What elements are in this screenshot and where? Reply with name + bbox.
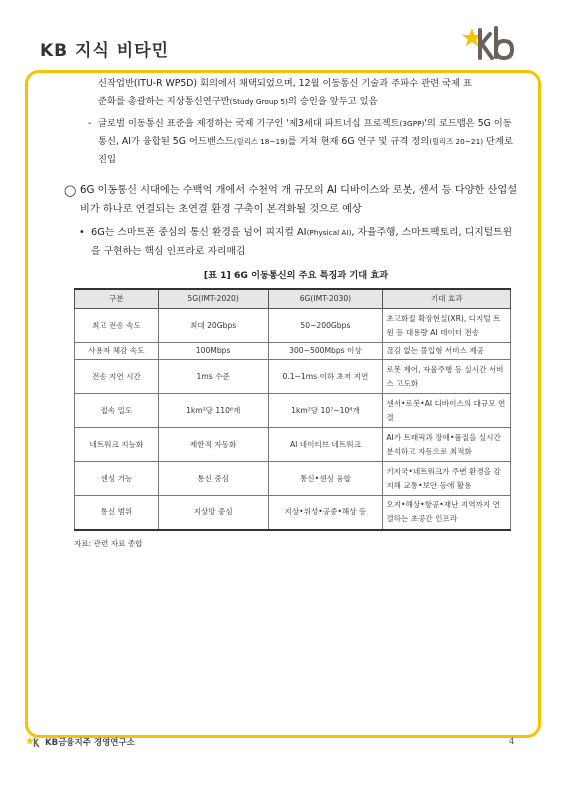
table-cell: AI가 트래픽과 장애•품질을 실시간 분석하고 자동으로 최적화 bbox=[383, 428, 511, 462]
table-title: [표 1] 6G 이동통신의 주요 특징과 기대 효과 bbox=[203, 270, 389, 281]
table-cell: 센싱 기능 bbox=[75, 462, 159, 496]
paragraph-continuation: 신작업반(ITU-R WP5D) 회의에서 채택되었으며, 12월 이동통신 기술과 주파수 관련 국제 표 준화를 총괄하는 지상통신연구반(Study Group 5)의 승인을 앞두고 있음 bbox=[98, 78, 472, 107]
table-cell: 센서•로봇•AI 디바이스의 대규모 연결 bbox=[383, 394, 511, 428]
table-cell: 1km²당 10⁷~10⁸개 bbox=[268, 394, 383, 428]
table-cell: 통신•센싱 융합 bbox=[268, 462, 383, 496]
table-cell: 통신 중심 bbox=[158, 462, 268, 496]
table-header-cell: 구분 bbox=[75, 289, 159, 309]
table-cell: 지상망 중심 bbox=[158, 496, 268, 530]
table-cell: 지상•위성•공중•해상 등 bbox=[268, 496, 383, 530]
table-cell: 최대 20Gbps bbox=[158, 309, 268, 343]
table-cell: 통신 범위 bbox=[75, 496, 159, 530]
kb-logo-icon bbox=[458, 24, 518, 62]
table-cell: 전송 지연 시간 bbox=[75, 360, 159, 394]
kb-small-logo-icon bbox=[26, 736, 42, 748]
table-cell: 기지국•네트워크가 주변 환경을 감지해 교통•보안 등에 활용 bbox=[383, 462, 511, 496]
circle-bullet-icon: ◯ bbox=[64, 184, 77, 197]
table-cell: 끊김 없는 몰입형 서비스 제공 bbox=[383, 343, 511, 360]
table-header-row bbox=[75, 289, 511, 309]
table-row bbox=[75, 343, 511, 360]
table-cell: AI 네이티브 네트워크 bbox=[268, 428, 383, 462]
table-cell: 네트워크 지능화 bbox=[75, 428, 159, 462]
dash-list-item: - 글로벌 이동통신 표준을 제정하는 국제 기구인 '제3세대 파트너십 프로젝트(3GPP)'의 로드맵은 5G 이동통신, AI가 융합된 5G 어드밴스드(릴리스 18~19)를 거쳐 현재 6G 연구 및 규격 정의(릴리즈 20~21) 단계로 진입 bbox=[58, 115, 518, 169]
page-title: KB 지식 비타민 bbox=[40, 41, 170, 61]
bullet-dot-icon: • bbox=[79, 227, 85, 238]
table-cell: 최고 전송 속도 bbox=[75, 309, 159, 343]
table-cell: 접속 밀도 bbox=[75, 394, 159, 428]
table-row bbox=[75, 428, 511, 462]
circle-list-item: ◯ 6G 이동통신 시대에는 수백억 개에서 수천억 개 규모의 AI 디바이스와 로봇, 센서 등 다양한 산업설비가 하나로 연결되는 초연결 환경 구축이 본격화될 것으로 예상 bbox=[58, 181, 518, 219]
table-cell: 사용자 체감 속도 bbox=[75, 343, 159, 360]
page-number: 4 bbox=[509, 737, 515, 747]
main-content bbox=[58, 75, 518, 553]
footer-org bbox=[26, 736, 135, 748]
table-row bbox=[75, 462, 511, 496]
table-header-cell: 5G(IMT-2020) bbox=[158, 289, 268, 309]
footer-org-name: KB금융지주 경영연구소 bbox=[45, 738, 135, 748]
feature-table bbox=[74, 288, 511, 531]
dash-marker: - bbox=[88, 118, 92, 129]
table-cell: 300~500Mbps 이상 bbox=[268, 343, 383, 360]
table-cell: 1ms 수준 bbox=[158, 360, 268, 394]
bullet-list-item: • 6G는 스마트폰 중심의 통신 환경을 넘어 피지컬 AI(Physical AI), 자율주행, 스마트팩토리, 디지털트윈을 구현하는 핵심 인프라로 자리매김 bbox=[58, 223, 518, 261]
table-cell: 50~200Gbps bbox=[268, 309, 383, 343]
table-row bbox=[75, 394, 511, 428]
table-cell: 1km²당 110⁶개 bbox=[158, 394, 268, 428]
table-cell: 초고화질 확장현실(XR), 디지털 트윈 등 대용량 AI 데이터 전송 bbox=[383, 309, 511, 343]
table-cell: 0.1~1ms 이하 초저 지연 bbox=[268, 360, 383, 394]
table-row bbox=[75, 496, 511, 530]
table-cell: 100Mbps bbox=[158, 343, 268, 360]
table-source: 자료: 관련 자료 종합 bbox=[74, 538, 143, 548]
table-cell: 제한적 자동화 bbox=[158, 428, 268, 462]
table-header-cell: 6G(IMT-2030) bbox=[268, 289, 383, 309]
table-cell: 로봇 제어, 자율주행 등 실시간 서비스 고도화 bbox=[383, 360, 511, 394]
table-row bbox=[75, 309, 511, 343]
table-cell: 오지•해상•항공•재난 지역까지 연결하는 초공간 인프라 bbox=[383, 496, 511, 530]
table-header-cell: 기대 효과 bbox=[383, 289, 511, 309]
table-row bbox=[75, 360, 511, 394]
